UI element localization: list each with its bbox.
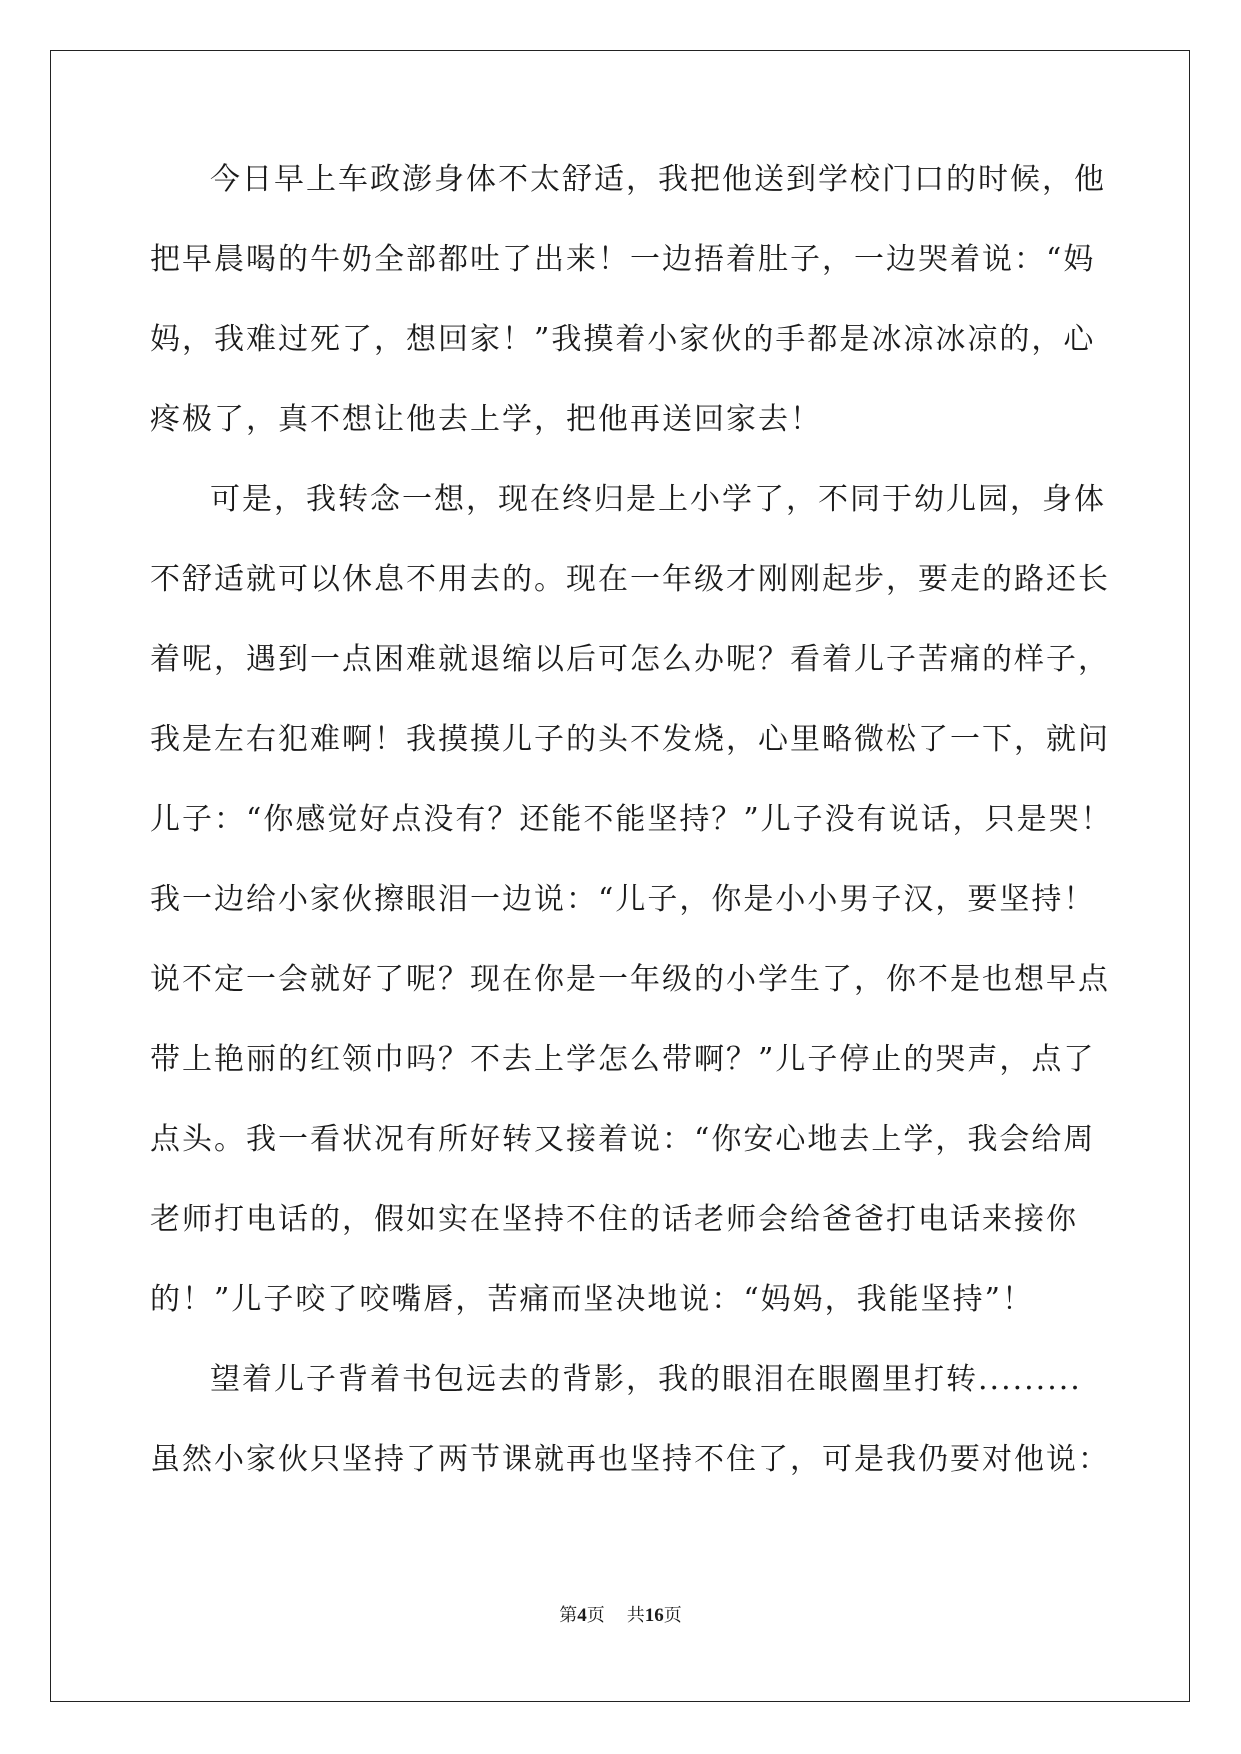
paragraph-line: 可是，我转念一想，现在终归是上小学了，不同于幼儿园，身体 bbox=[210, 482, 1106, 517]
paragraph-line: 妈，我难过死了，想回家！”我摸着小家伙的手都是冰凉冰凉的，心 bbox=[150, 322, 1096, 357]
document-body bbox=[150, 160, 1113, 1520]
paragraph-line: 老师打电话的，假如实在坚持不住的话老师会给爸爸打电话来接你 bbox=[150, 1202, 1078, 1237]
total-pages: 16 bbox=[644, 1605, 664, 1626]
paragraph-line: 的！”儿子咬了咬嘴唇，苦痛而坚决地说：“妈妈，我能坚持”！ bbox=[150, 1282, 1035, 1317]
total-suffix: 页 bbox=[663, 1605, 682, 1626]
page-number: 4 bbox=[577, 1605, 587, 1626]
paragraph-line: 虽然小家伙只坚持了两节课就再也坚持不住了，可是我仍要对他说： bbox=[150, 1442, 1110, 1477]
paragraph-line: 儿子：“你感觉好点没有？还能不能坚持？”儿子没有说话，只是哭！ bbox=[150, 802, 1113, 837]
page-footer bbox=[0, 1604, 1241, 1628]
paragraph-line: 我是左右犯难啊！我摸摸儿子的头不发烧，心里略微松了一下，就问 bbox=[150, 722, 1110, 757]
page-suffix: 页 bbox=[586, 1605, 605, 1626]
paragraph-line: 望着儿子背着书包远去的背影，我的眼泪在眼圈里打转......... bbox=[210, 1362, 1082, 1397]
paragraph-line: 今日早上车政澎身体不太舒适，我把他送到学校门口的时候，他 bbox=[210, 162, 1106, 197]
paragraph-line: 着呢，遇到一点困难就退缩以后可怎么办呢？看着儿子苦痛的样子， bbox=[150, 642, 1110, 677]
paragraph-line: 不舒适就可以休息不用去的。现在一年级才刚刚起步，要走的路还长 bbox=[150, 562, 1110, 597]
paragraph-line: 点头。我一看状况有所好转又接着说：“你安心地去上学，我会给周 bbox=[150, 1122, 1096, 1157]
total-prefix: 共 bbox=[626, 1605, 645, 1626]
page-prefix: 第 bbox=[559, 1605, 578, 1626]
paragraph-line: 我一边给小家伙擦眼泪一边说：“儿子，你是小小男子汉，要坚持！ bbox=[150, 882, 1096, 917]
paragraph-line: 说不定一会就好了呢？现在你是一年级的小学生了，你不是也想早点 bbox=[150, 962, 1110, 997]
paragraph-line: 带上艳丽的红领巾吗？不去上学怎么带啊？”儿子停止的哭声，点了 bbox=[150, 1042, 1096, 1077]
paragraph-line: 疼极了，真不想让他去上学，把他再送回家去！ bbox=[150, 402, 822, 437]
paragraph-line: 把早晨喝的牛奶全部都吐了出来！一边捂着肚子，一边哭着说：“妈 bbox=[150, 242, 1096, 277]
